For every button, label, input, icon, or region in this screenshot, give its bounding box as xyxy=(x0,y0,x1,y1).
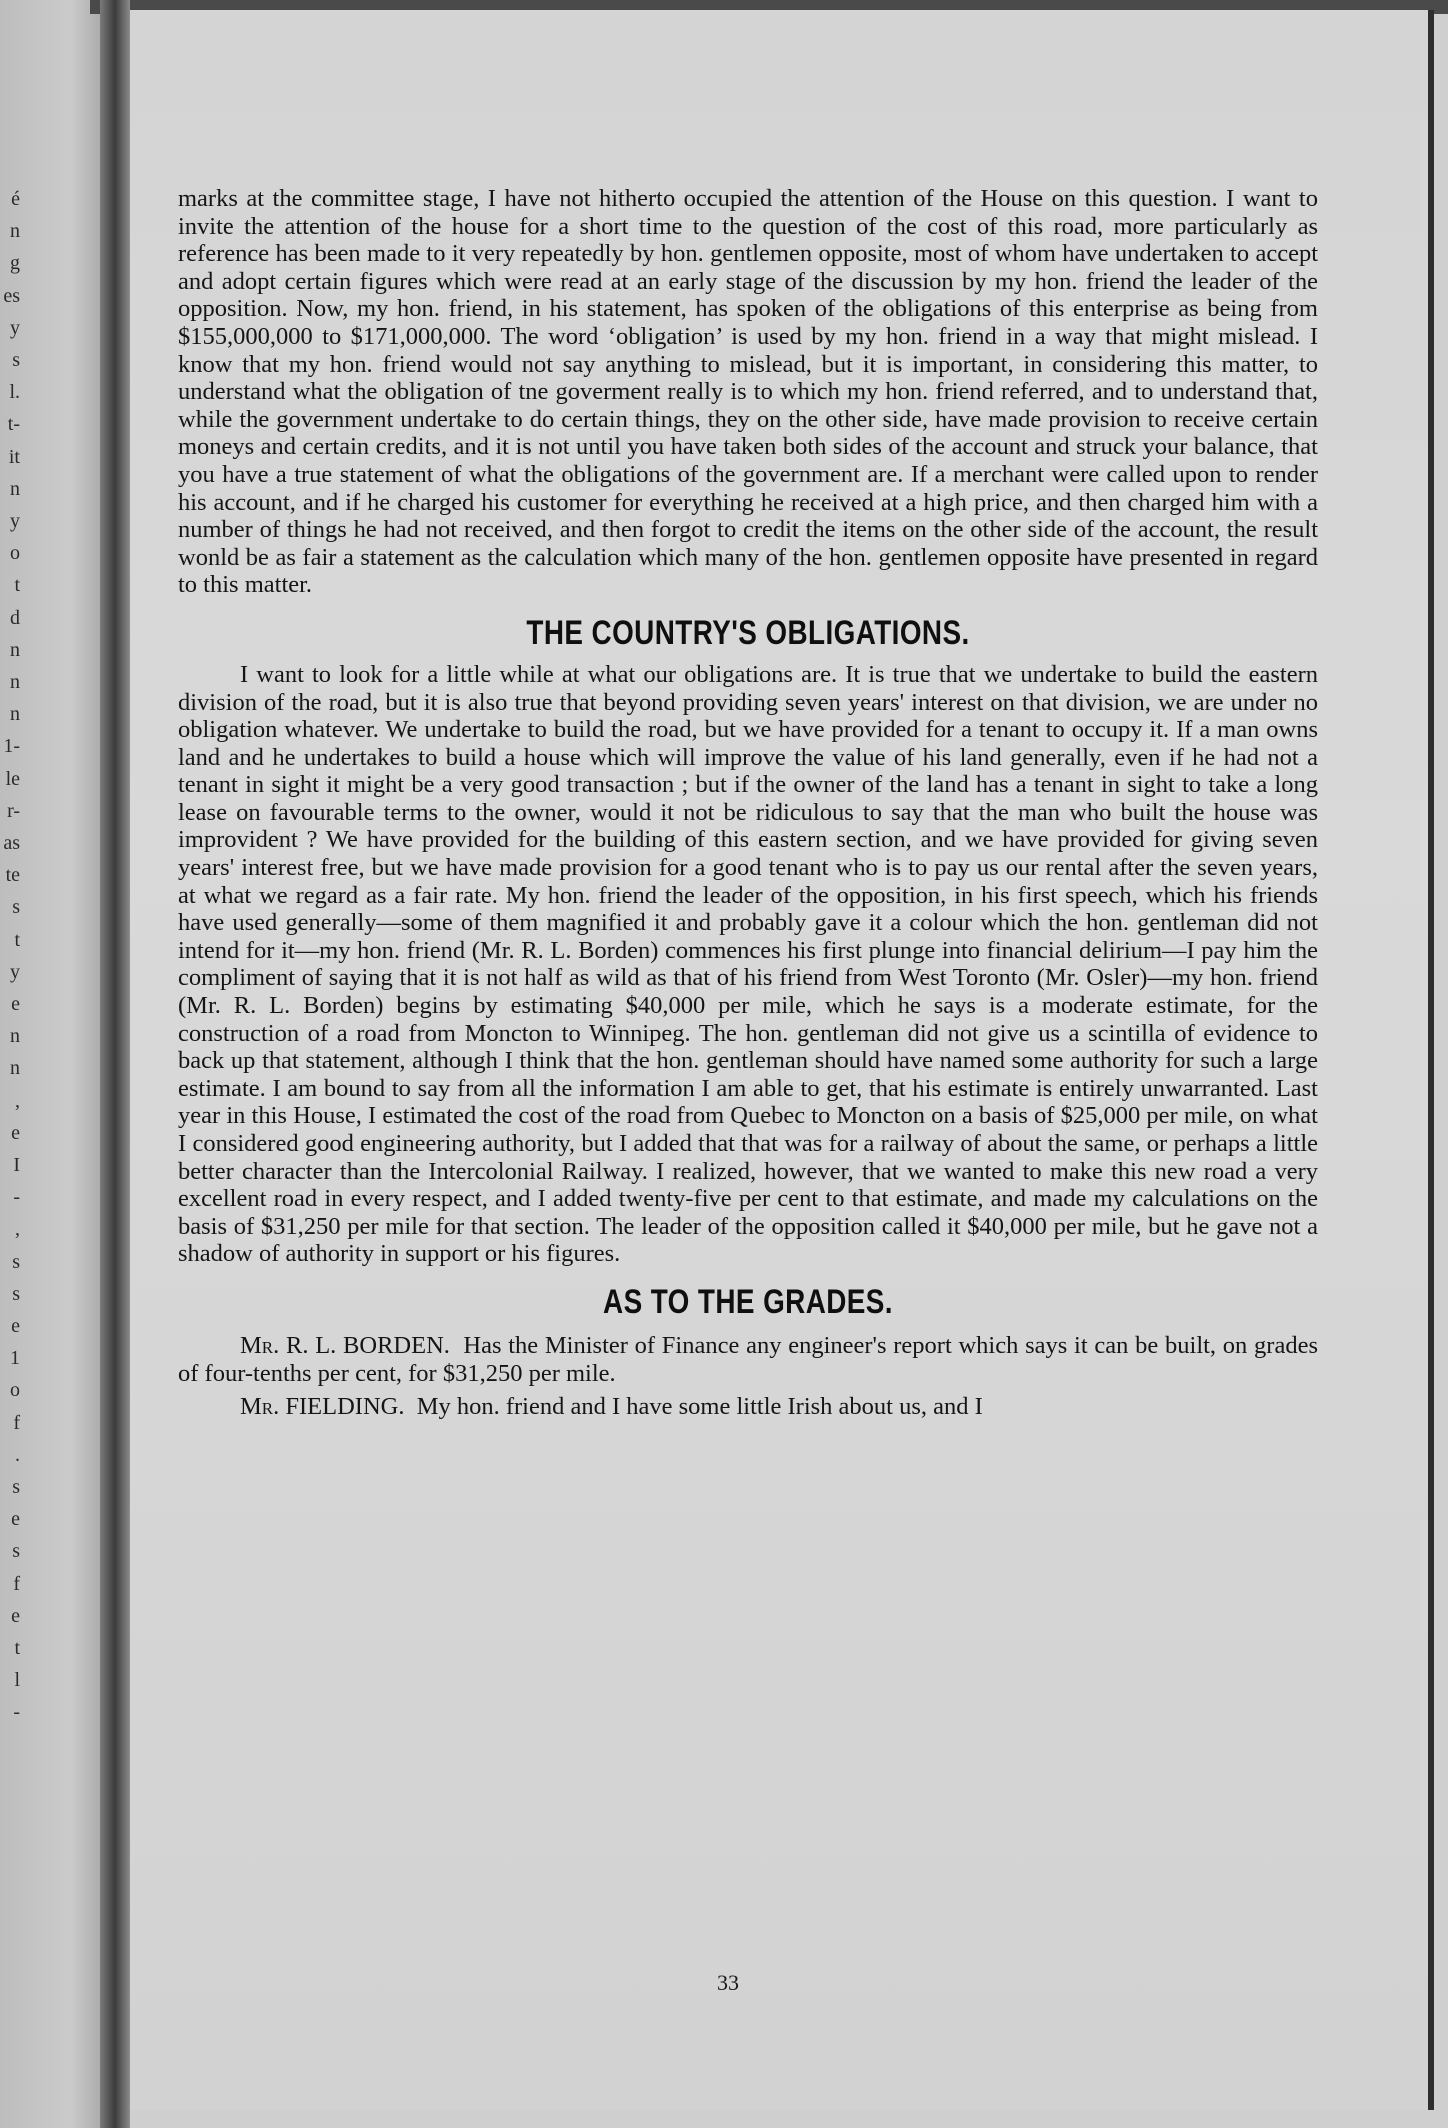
previous-page-fragment: e xyxy=(11,1604,20,1627)
previous-page-fragment: t xyxy=(14,1637,20,1659)
previous-page-fragment: t xyxy=(14,574,20,597)
previous-page-fragment: te xyxy=(5,864,20,887)
previous-page-fragment: I xyxy=(13,1154,20,1176)
section-heading-grades: AS TO THE GRADES. xyxy=(603,1282,893,1321)
previous-page-fragment: n xyxy=(10,1025,20,1048)
page xyxy=(128,10,1434,2110)
previous-page-fragment: s xyxy=(12,1476,20,1498)
previous-page-fragment: it xyxy=(8,445,20,468)
previous-page-fragment: y xyxy=(10,510,20,532)
previous-page-fragment: f xyxy=(13,1572,20,1595)
previous-page-fragment: . xyxy=(15,1443,20,1466)
previous-page-fragment: t xyxy=(14,928,20,951)
section-paragraph-obligations: I want to look for a little while at what our obligations are. It is true that we undertake to build the eastern division of the road, but it is also true that beyond providing seven years' interest on that division, we are under no obligation whatever. We undertake to build the road, but we have provided for a tenant to occupy it. If a man owns land and he undertakes to build a house which will improve the value of his land generally, even if he had not a tenant in sight it might be a very good transaction ; but if the owner of the land has a tenant in sight to take a long lease on favourable terms to the owner, would it not be ridiculous to say that the man who built the house was improvident ? We have provided for the building of this eastern section, and we have provided for giving seven years' interest free, but we have made provision for a good tenant who is to pay us our rental after the seven years, at what we regard as a fair rate. My hon. friend the leader of the opposition, in his first speech, which his friends have used generally—some of them magnified it and probably gave it a colour which the hon. gentleman did not intend for it—my hon. friend (Mr. R. L. Borden) commences his first plunge into financial delirium—I pay him the compliment of saying that it is not half as wild as that of his friend from West Toronto (Mr. Osler)—my hon. friend (Mr. R. L. Borden) begins by estimating $40,000 per mile, which he says is a moderate estimate, for the construction of a road from Moncton to Winnipeg. The hon. gentleman did not give us a scintilla of evidence to back up that statement, although I think that the hon. gentleman should have named some authority for such a large estimate. I am bound to say from all the information I am able to get, that his estimate is entirely unwarranted. Last year in this House, I estimated the cost of the road from Quebec to Moncton on a basis of $25,000 per mile, on what I considered good engineering authority, but I added that that was for a railway of about the same, or perhaps a little better character than the Intercolonial Railway. I realized, however, that we wanted to make this new road a very excellent road in every respect, and I added twenty-five per cent to that estimate, and made my calculations on the basis of $31,250 per mile for that section. The leader of the opposition called it $40,000 per mile, but he gave not a shadow of authority in support or his figures. xyxy=(178,660,1318,1268)
previous-page-fragment: n xyxy=(10,671,20,693)
binding-gutter xyxy=(100,0,130,2128)
previous-page-fragment: 1- xyxy=(3,735,20,758)
previous-page-fragment: r- xyxy=(7,799,20,822)
previous-page-fragment: le xyxy=(5,767,20,790)
previous-page-fragment: f xyxy=(13,1411,20,1434)
previous-page-fragment: e xyxy=(11,1315,20,1337)
previous-page-fragment: s xyxy=(12,349,20,371)
previous-page-fragment: e xyxy=(11,1508,20,1531)
previous-page-fragment: o xyxy=(10,542,20,565)
body-text xyxy=(178,185,1318,1427)
previous-page-fragment: es xyxy=(3,284,20,307)
speaker-text: Has the Minister of Finance any engineer's report which says it can be built, on grades of four-tenths per cent, for $31,250 per mile. xyxy=(178,1331,1318,1387)
previous-page-fragment: as xyxy=(3,832,20,854)
section-heading-obligations: THE COUNTRY'S OBLIGATIONS. xyxy=(526,613,970,652)
previous-page-fragment: , xyxy=(15,1218,20,1241)
speaker-text: My hon. friend and I have some little Irish about us, and I xyxy=(416,1393,983,1421)
previous-page-fragment: n xyxy=(10,1057,20,1080)
previous-page-fragment: g xyxy=(10,252,20,275)
previous-page-fragment: s xyxy=(12,1282,20,1305)
previous-page-fragment: 1 xyxy=(10,1347,20,1370)
page-number: 33 xyxy=(717,1970,739,1995)
opening-paragraph: marks at the committee stage, I have not hitherto occupied the attention of the House on this question. I want to invite the attention of the house for a short time to the question of the cost of this road, more particularly as reference has been made to it very repeatedly by hon. gentlemen opposite, most of whom have undertaken to accept and adopt certain figures which were read at an early stage of the discussion by my hon. friend the leader of the opposition. Now, my hon. friend, in his statement, has spoken of the obligations of this enterprise as being from $155,000,000 to $171,000,000. The word ‘obligation’ is used by my hon. friend in a way that might mislead. I know that my hon. friend would not say anything to mislead, but it is important, in considering this matter, to understand what the obligation of tne goverment really is to which my hon. friend referred, and to understand that, while the government undertake to do certain things, they on the other side, have made provision to receive certain moneys and certain credits, and it is not until you have taken both sides of the account and struck your balance, that you have a true statement of what the obligations of the government are. If a merchant were called upon to render his account, and if he charged his customer for everything he received at a high price, and then charged him with a number of things he had not received, and then forgot to credit the items on the other side of the account, the result wonld be as fair a statement as the calculation which many of the hon. gentlemen opposite have presented in regard to this matter. xyxy=(178,185,1318,599)
previous-page-fragment: s xyxy=(12,1540,20,1563)
previous-page-fragment: y xyxy=(10,316,20,339)
exchange-item xyxy=(178,1393,1318,1421)
previous-page-fragment: o xyxy=(10,1379,20,1402)
previous-page-fragment: é xyxy=(11,188,20,210)
speaker-name: Mr. R. L. BORDEN. xyxy=(240,1331,450,1359)
previous-page-fragment: e xyxy=(11,1121,20,1144)
previous-page-fragment: s xyxy=(12,1250,20,1273)
speaker-name: Mr. FIELDING. xyxy=(240,1393,405,1421)
previous-page-fragment: n xyxy=(10,703,20,726)
previous-page-fragment: y xyxy=(10,960,20,983)
previous-page-fragment: n xyxy=(10,638,20,661)
previous-page-fragment: - xyxy=(13,1186,20,1209)
previous-page-fragment: l. xyxy=(9,381,20,404)
previous-page-fragment: n xyxy=(10,477,20,500)
exchange-item xyxy=(178,1332,1318,1387)
previous-page-fragment: , xyxy=(15,1089,20,1112)
previous-page-fragment: e xyxy=(11,993,20,1015)
previous-page-fragment: l xyxy=(14,1669,20,1692)
previous-page-fragment: t- xyxy=(7,413,20,436)
previous-page-fragment: d xyxy=(10,606,20,629)
previous-page-fragment: - xyxy=(13,1701,20,1724)
previous-page-fragment: s xyxy=(12,896,20,919)
previous-page-fragment: n xyxy=(10,220,20,243)
